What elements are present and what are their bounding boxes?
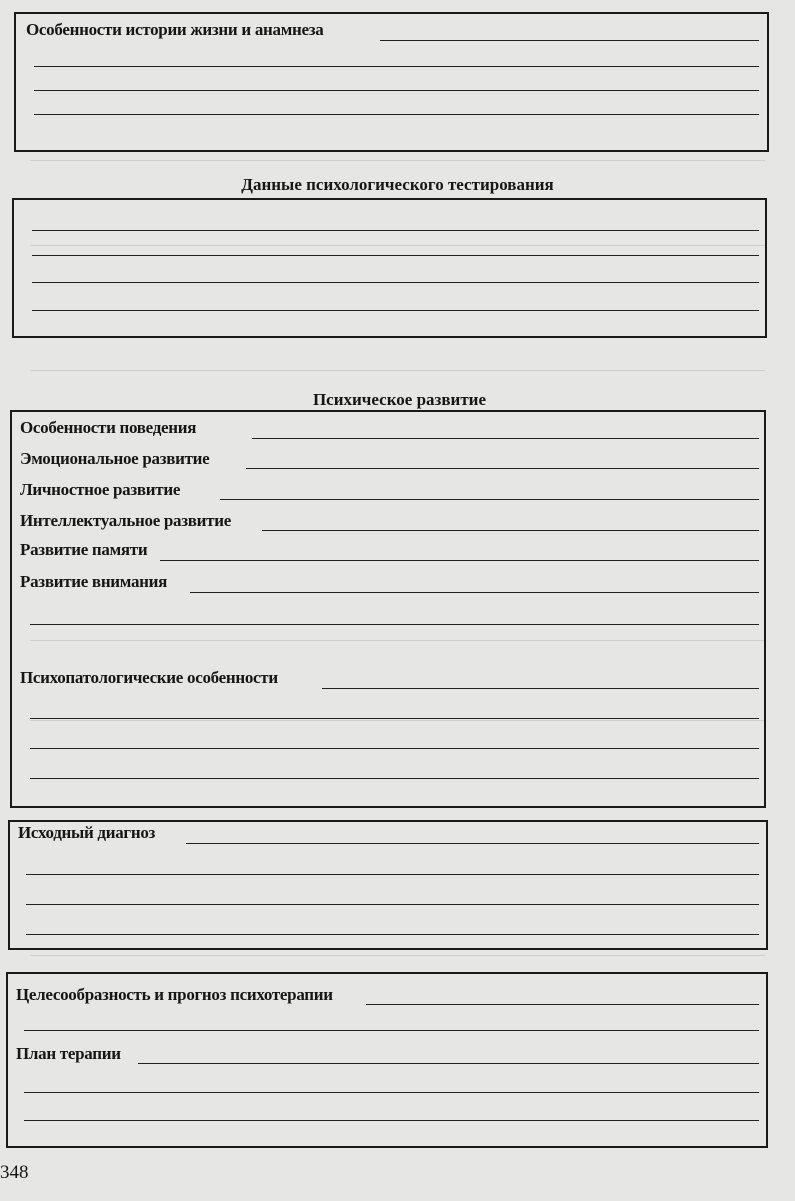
memory-label: Развитие памяти [20,540,148,559]
psychopathology-label: Психопатологические особенности [20,668,278,687]
answer-line[interactable] [32,255,759,256]
answer-line[interactable] [262,530,759,531]
answer-line[interactable] [30,748,759,749]
answer-line[interactable] [366,1004,759,1005]
answer-line[interactable] [186,843,759,844]
answer-line[interactable] [252,438,759,439]
answer-line[interactable] [34,66,759,67]
testing-box [12,198,767,338]
attention-label: Развитие внимания [20,572,168,591]
answer-line[interactable] [32,230,759,231]
emotional-label: Эмоциональное развитие [20,449,210,468]
plan-label: План терапии [16,1044,121,1063]
answer-line[interactable] [24,1120,759,1121]
answer-line[interactable] [34,114,759,115]
answer-line[interactable] [220,499,759,500]
mental-heading: Психическое развитие [312,390,487,409]
answer-line[interactable] [26,904,759,905]
answer-line[interactable] [30,718,759,719]
answer-line[interactable] [32,310,759,311]
answer-line[interactable] [138,1063,759,1064]
answer-line[interactable] [26,874,759,875]
testing-heading: Данные психологического тестирования [241,175,554,194]
answer-line[interactable] [32,282,759,283]
page-number: 348 [0,1162,29,1183]
intellectual-label: Интеллектуальное развитие [20,511,231,530]
answer-line[interactable] [380,40,759,41]
answer-line[interactable] [30,778,759,779]
answer-line[interactable] [24,1030,759,1031]
answer-line[interactable] [160,560,759,561]
diagnosis-label: Исходный диагноз [18,823,156,842]
prognosis-label: Целесообразность и прогноз психотерапии [16,985,333,1004]
history-title: Особенности истории жизни и анамнеза [26,20,324,39]
answer-line[interactable] [246,468,759,469]
answer-line[interactable] [322,688,759,689]
answer-line[interactable] [26,934,759,935]
answer-line[interactable] [24,1092,759,1093]
behavior-label: Особенности поведения [20,418,197,437]
answer-line[interactable] [34,90,759,91]
answer-line[interactable] [30,624,759,625]
personal-label: Личностное развитие [20,480,181,499]
answer-line[interactable] [190,592,759,593]
